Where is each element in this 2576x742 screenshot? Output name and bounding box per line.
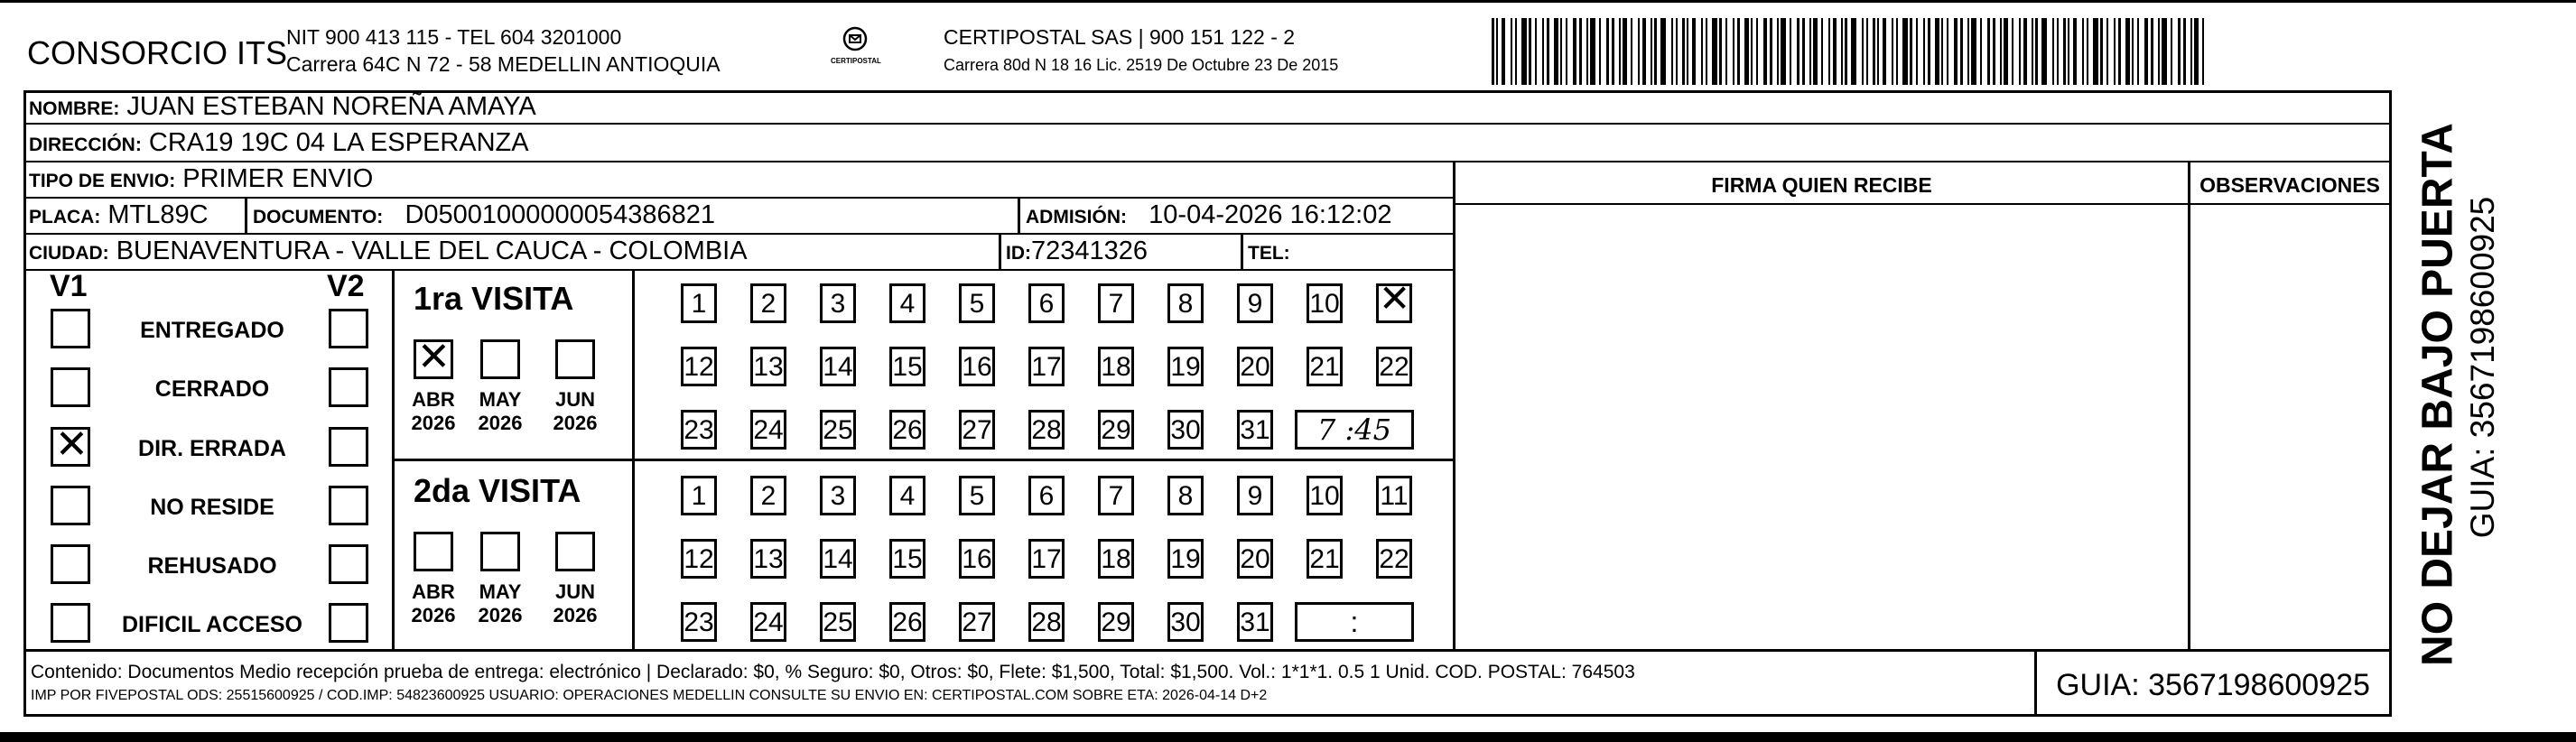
month-name: JUN — [554, 388, 595, 411]
status-label: REHUSADO — [147, 553, 277, 579]
day-box[interactable]: 30 — [1167, 410, 1204, 450]
side-warning: NO DEJAR BAJO PUERTA — [2413, 123, 2462, 666]
status-v1-checkbox[interactable] — [51, 544, 90, 584]
day-box[interactable]: 20 — [1237, 539, 1273, 579]
time-box[interactable]: : — [1295, 602, 1414, 642]
day-box[interactable]: 6 — [1028, 283, 1065, 323]
direccion-field: DIRECCIÓN: CRA19 19C 04 LA ESPERANZA — [29, 128, 529, 157]
footer-guia: GUIA: 3567198600925 — [2056, 668, 2370, 702]
day-box[interactable]: 23 — [681, 410, 717, 450]
company-name: CONSORCIO ITS — [27, 34, 288, 71]
status-v2-checkbox[interactable] — [329, 486, 368, 525]
courier-name: CERTIPOSTAL SAS | 900 151 122 - 2 — [944, 25, 1296, 49]
nombre-value: JUAN ESTEBAN NOREÑA AMAYA — [126, 92, 536, 121]
month-checkbox[interactable] — [555, 339, 595, 379]
day-box[interactable]: 2 — [750, 283, 786, 323]
day-box[interactable]: 21 — [1307, 539, 1343, 579]
footer-contents: Contenido: Documentos Medio recepción prueba de entrega: electrónico | Declarado: $0, % Seguro: $0, Otros: $0, Flete: $1,500, Total: $1,500. Vol.: 1*1*1. 0.5 1 Unid. COD. POSTAL: 764503 — [31, 662, 1635, 682]
company-nit: NIT 900 413 115 - TEL 604 3201000 — [286, 25, 622, 49]
courier-license: Carrera 80d N 18 16 Lic. 2519 De Octubre 23 De 2015 — [944, 56, 1339, 74]
month-name: MAY — [479, 388, 522, 411]
month-year: 2026 — [478, 604, 523, 627]
barcode — [1492, 18, 2214, 85]
certipostal-logo — [831, 25, 879, 65]
day-box[interactable]: 8 — [1167, 283, 1204, 323]
month-label — [539, 388, 611, 436]
x-mark: ✕ — [1379, 276, 1411, 320]
day-box[interactable]: 31 — [1237, 602, 1273, 642]
status-v2-checkbox[interactable] — [329, 309, 368, 348]
id-field: ID:72341326 — [1006, 237, 1149, 265]
day-box[interactable]: 17 — [1028, 347, 1065, 386]
day-box[interactable]: 3 — [820, 476, 856, 515]
month-year: 2026 — [478, 412, 523, 435]
day-box[interactable]: 22 — [1376, 539, 1412, 579]
status-v1-checkbox[interactable] — [51, 486, 90, 525]
month-checkbox[interactable] — [414, 334, 453, 380]
day-box[interactable]: 2 — [750, 476, 786, 515]
placa-field: PLACA: MTL89C — [29, 200, 209, 229]
time-box[interactable]: 7 :45 — [1295, 410, 1414, 450]
admision-value: 10-04-2026 16:12:02 — [1149, 200, 1392, 229]
observaciones-label: OBSERVACIONES — [2199, 173, 2380, 197]
month-name: MAY — [479, 580, 522, 603]
day-box[interactable]: 14 — [820, 539, 856, 579]
admision-field: ADMISIÓN: 10-04-2026 16:12:02 — [1026, 200, 1392, 229]
visit-title: 2da VISITA — [414, 472, 581, 509]
day-box[interactable]: 23 — [681, 602, 717, 642]
visit-title: 1ra VISITA — [414, 280, 574, 317]
status-v2-checkbox[interactable] — [329, 544, 368, 584]
day-box[interactable]: 7 — [1098, 476, 1134, 515]
month-year: 2026 — [553, 412, 598, 435]
day-box[interactable]: 30 — [1167, 602, 1204, 642]
day-box[interactable]: 18 — [1098, 539, 1134, 579]
day-box[interactable]: 1 — [681, 283, 717, 323]
status-v2-checkbox[interactable] — [329, 427, 368, 467]
day-box[interactable]: 12 — [681, 347, 717, 386]
logo-text: CERTIPOSTAL — [831, 57, 881, 65]
month-label — [397, 580, 470, 628]
day-box[interactable]: 27 — [959, 410, 995, 450]
status-v2-checkbox[interactable] — [329, 367, 368, 407]
status-v1-checkbox[interactable] — [51, 309, 90, 348]
day-box[interactable]: 28 — [1028, 602, 1065, 642]
status-v1-checkbox[interactable] — [51, 603, 90, 643]
month-name: ABR — [412, 580, 455, 603]
month-checkbox[interactable] — [414, 532, 453, 571]
v2-header: V2 — [327, 269, 365, 303]
documento-field: DOCUMENTO: D05001000000054386821 — [253, 200, 715, 229]
placa-value: MTL89C — [107, 200, 209, 229]
tipo-envio-field: TIPO DE ENVIO: PRIMER ENVIO — [29, 164, 374, 193]
day-box[interactable]: 20 — [1237, 347, 1273, 386]
day-box[interactable]: 5 — [959, 476, 995, 515]
month-checkbox[interactable] — [480, 339, 520, 379]
direccion-value: CRA19 19C 04 LA ESPERANZA — [148, 128, 529, 157]
x-mark: ✕ — [417, 334, 451, 380]
x-mark: ✕ — [55, 422, 88, 468]
day-box[interactable]: 11 — [1376, 476, 1412, 515]
day-box[interactable]: 15 — [889, 539, 925, 579]
day-box[interactable]: 12 — [681, 539, 717, 579]
day-box[interactable]: 17 — [1028, 539, 1065, 579]
day-box[interactable]: 10 — [1307, 476, 1343, 515]
day-box[interactable]: 22 — [1376, 347, 1412, 386]
day-box[interactable]: 25 — [820, 410, 856, 450]
day-box[interactable] — [1376, 276, 1412, 323]
day-box[interactable]: 19 — [1167, 347, 1204, 386]
day-box[interactable]: 1 — [681, 476, 717, 515]
month-label — [397, 388, 470, 436]
status-label: DIFICIL ACCESO — [121, 612, 302, 637]
month-year: 2026 — [411, 604, 456, 627]
bottom-bar — [0, 732, 2576, 742]
status-label: ENTREGADO — [140, 318, 284, 343]
logo-icon — [842, 25, 869, 52]
v1-header: V1 — [50, 269, 88, 303]
month-label — [539, 580, 611, 628]
day-box[interactable]: 29 — [1098, 602, 1134, 642]
ciudad-value: BUENAVENTURA - VALLE DEL CAUCA - COLOMBIA — [116, 237, 748, 265]
day-box[interactable]: 24 — [750, 602, 786, 642]
month-checkbox[interactable] — [555, 532, 595, 571]
day-box[interactable]: 21 — [1307, 347, 1343, 386]
day-box[interactable]: 10 — [1307, 283, 1343, 323]
grid-line — [23, 90, 26, 717]
firma-label: FIRMA QUIEN RECIBE — [1711, 173, 1932, 197]
day-box[interactable]: 13 — [750, 539, 786, 579]
month-label — [464, 580, 536, 628]
day-box[interactable]: 3 — [820, 283, 856, 323]
day-box[interactable]: 4 — [889, 283, 925, 323]
day-box[interactable]: 7 — [1098, 283, 1134, 323]
tipo-envio-value: PRIMER ENVIO — [182, 164, 374, 193]
day-box[interactable]: 24 — [750, 410, 786, 450]
day-box[interactable]: 14 — [820, 347, 856, 386]
footer-print-info: IMP POR FIVEPOSTAL ODS: 25515600925 / COD.IMP: 54823600925 USUARIO: OPERACIONES MEDELLIN CONSULTE SU ENVIO EN: CERTIPOSTAL.COM SOBRE ETA: 2026-04-14 D+2 — [31, 688, 1268, 703]
day-box[interactable]: 15 — [889, 347, 925, 386]
status-label: NO RESIDE — [150, 495, 274, 520]
status-label: DIR. ERRADA — [138, 436, 286, 461]
status-v1-checkbox[interactable] — [51, 367, 90, 407]
status-v1-checkbox[interactable] — [51, 422, 90, 468]
day-box[interactable]: 8 — [1167, 476, 1204, 515]
signature-area[interactable] — [1455, 205, 2188, 649]
ciudad-field: CIUDAD: BUENAVENTURA - VALLE DEL CAUCA - COLOMBIA — [29, 237, 748, 265]
observaciones-area[interactable] — [2190, 205, 2389, 649]
day-box[interactable]: 4 — [889, 476, 925, 515]
top-border — [0, 0, 2576, 3]
day-box[interactable]: 6 — [1028, 476, 1065, 515]
company-address: Carrera 64C N 72 - 58 MEDELLIN ANTIOQUIA — [286, 52, 721, 76]
day-box[interactable]: 18 — [1098, 347, 1134, 386]
month-name: JUN — [554, 580, 595, 603]
day-box[interactable]: 31 — [1237, 410, 1273, 450]
id-value: 72341326 — [1031, 237, 1149, 265]
day-box[interactable]: 26 — [889, 410, 925, 450]
nombre-field: NOMBRE: JUAN ESTEBAN NOREÑA AMAYA — [29, 92, 536, 121]
day-box[interactable]: 5 — [959, 283, 995, 323]
side-guia: GUIA: 3567198600925 — [2464, 196, 2501, 539]
day-box[interactable]: 28 — [1028, 410, 1065, 450]
day-box[interactable]: 27 — [959, 602, 995, 642]
day-box[interactable]: 16 — [959, 539, 995, 579]
month-name: ABR — [412, 388, 455, 411]
status-v2-checkbox[interactable] — [329, 603, 368, 643]
grid-line — [2389, 90, 2392, 717]
day-box[interactable]: 9 — [1237, 476, 1273, 515]
day-box[interactable]: 29 — [1098, 410, 1134, 450]
day-box[interactable]: 26 — [889, 602, 925, 642]
day-box[interactable]: 9 — [1237, 283, 1273, 323]
month-year: 2026 — [411, 412, 456, 435]
day-box[interactable]: 16 — [959, 347, 995, 386]
status-label: CERRADO — [154, 376, 270, 402]
day-box[interactable]: 13 — [750, 347, 786, 386]
month-checkbox[interactable] — [480, 532, 520, 571]
day-box[interactable]: 19 — [1167, 539, 1204, 579]
tel-field: TEL: — [1248, 243, 1290, 264]
day-box[interactable]: 25 — [820, 602, 856, 642]
documento-value: D05001000000054386821 — [405, 200, 715, 229]
month-label — [464, 388, 536, 436]
month-year: 2026 — [553, 604, 598, 627]
